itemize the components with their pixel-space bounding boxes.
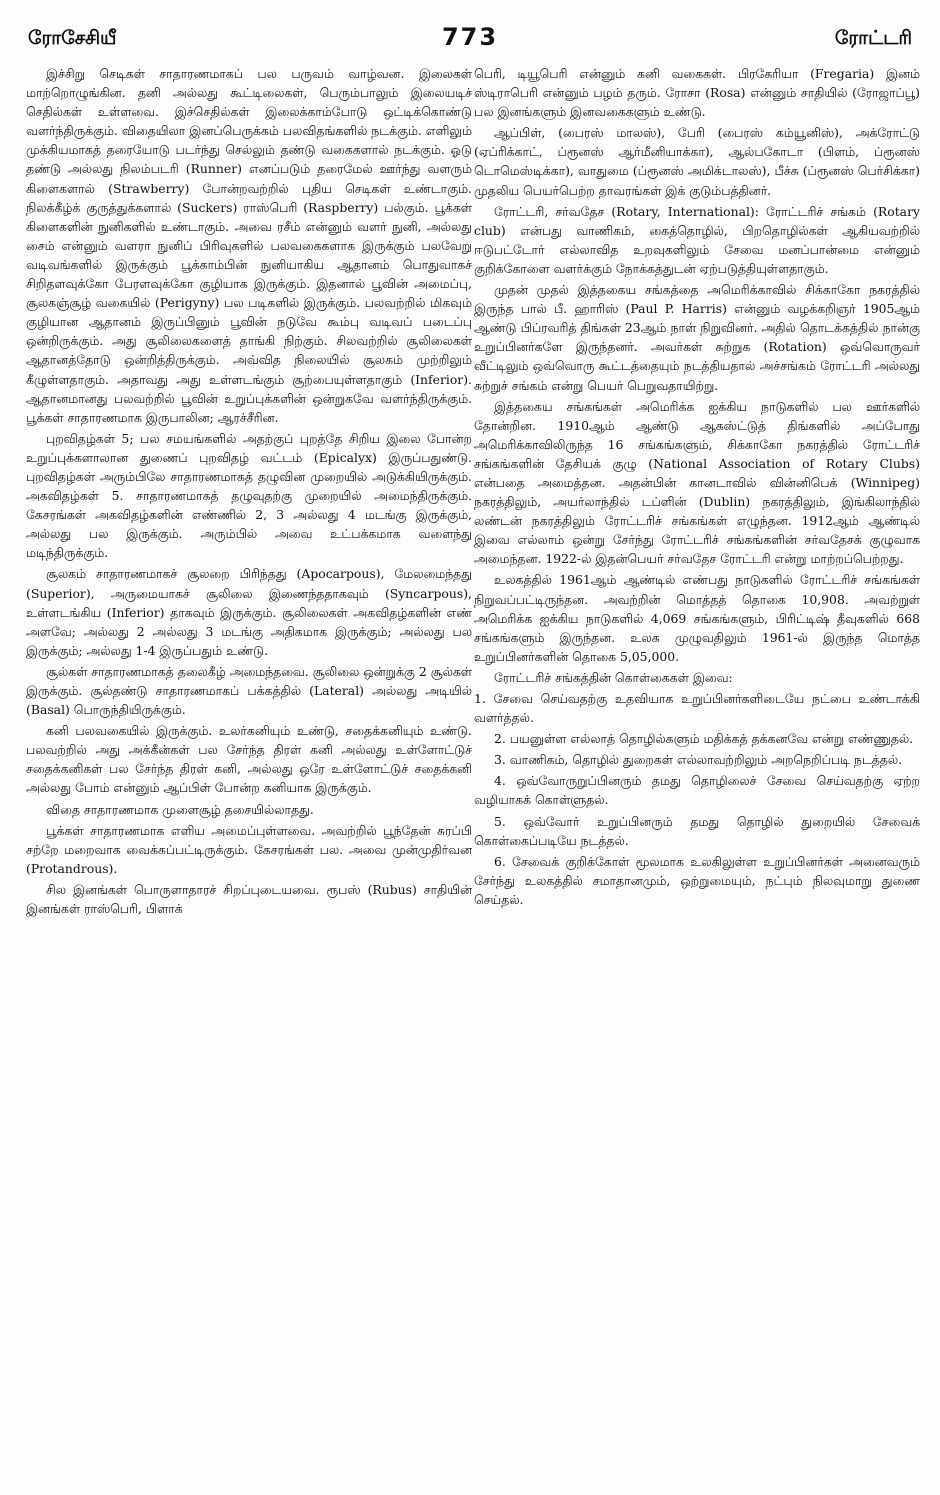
paragraph: ரோட்டரிச் சங்கத்தின் கொள்கைகள் இவை: bbox=[494, 669, 733, 685]
paragraph: சூலகம் சாதாரணமாகச் சூலறை பிரிந்தது (Apocarpous), மேலமைந்தது (Superior), அருமையாகச் சூலிலை இணைந்ததாகவும் (Syncarpous), உள்ளடங்கிய (Inferior) தாகவும் இருக்கும். சூலிலைகள் அகவிதழ்களின் எண் அளவே; அல்லது 2 அல்லது 3 மடங்கு அதிகமாக இருக்கும்; அல்லது பல இருக்கும்; அல்லது 1-4 இருப்பதும் உண்டு. bbox=[26, 566, 472, 658]
running-head-left: ரோசேசியீ bbox=[28, 27, 117, 49]
list-item: 2. பயனுள்ள எல்லாத் தொழில்களும் மதிக்கத் தக்கனவே என்று எண்ணுதல். bbox=[494, 731, 914, 747]
paragraph: முதன் முதல் இத்தகைய சங்கத்தை அமெரிக்காவில் சிக்காகோ நகரத்தில் இருந்த பால் பீ. ஹாரிஸ் (Paul P. Harris) என்னும் வழக்கறிஞர் 1905ஆம் ஆண்டு பிப்ரவரித் திங்கள் 23ஆம் நாள் நிறுவினர். அதில் தொடக்கத்தில் நான்கு உறுப்பினர்களே இருந்தனர். அவர்கள் சுற்றுக (Rotation) ஒவ்வொருவர் வீட்டிலும் ஒவ்வொரு கூட்டத்தையும் நடத்தியதால் அச்சங்கம் ரோட்டரி அல்லது சுற்றுச் சங்கம் என்று பெயர் பெறுவதாயிற்று. bbox=[474, 282, 920, 393]
entry-paragraph: ரோட்டரி, சர்வதேச (Rotary, International): ரோட்டரிச் சங்கம் (Rotary club) என்பது வாணிகம், கைத்தொழில், பிறதொழில்கள் ஆகியவற்றில் ஈடுபட்டோர் எல்லாவித உறவுகளிலும் சேவை மனப்பான்மை என்னும் குறிக்கோளை வளர்க்கும் நோக்கத்துடன் ஏற்படுத்தியுள்ளதாகும். bbox=[474, 203, 920, 276]
paragraph: கனி பலவகையில் இருக்கும். உலர்கனியும் உண்டு, சதைக்கனியும் உண்டு. பலவற்றில் அது அக்கீன்கள் பல சேர்ந்த திரள் கனி அல்லது உள்ளோட்டுச் சதைக்கனிகள் பல சேர்ந்த திரள் கனி, அல்லது ஒரே உள்ளோட்டுச் சதைக்கனி அல்லது போம் என்னும் ஆப்பிள் போன்ற கனியாக இருக்கும். bbox=[26, 723, 472, 796]
paragraph: இத்தகைய சங்கங்கள் அமெரிக்க ஐக்கிய நாடுகளில் பல ஊர்களில் தோன்றின. 1910ஆம் ஆண்டு ஆகஸ்ட்டுத் திங்களில் அப்போது அமெரிக்காவிலிருந்த 16 சங்கங்களும், சிக்காகோ நகரத்தில் ரோட்டரிச் சங்கங்களின் தேசியக் குழு (National Association of Rotary Clubs) என்பதை அமைத்தன. அதன்பின் கானடாவில் வின்னிபெக் (Winnipeg) நகரத்திலும், அயர்லாந்தில் டப்ளின் (Dublin) நகரத்திலும், இங்கிலாந்தில் லண்டன் நகரத்திலும் ரோட்டரிச் சங்கங்கள் எழுந்தன. 1912ஆம் ஆண்டில் இவை எல்லாம் ஒன்று சேர்ந்து ரோட்டரிச் சங்கங்களின் சர்வதேசக் குழுவாக அமைந்தன. 1922-ல் இதன்பெயர் சர்வதேச ரோட்டரி என்று மாற்றப்பெற்றது. bbox=[474, 398, 920, 567]
paragraph: சூல்கள் சாதாரணமாகத் தலைகீழ் அமைந்தவை. சூலிலை ஒன்றுக்கு 2 சூல்கள் இருக்கும். சூல்தண்டு சாதாரணமாகப் பக்கத்தில் (Lateral) அல்லது அடியில் (Basal) பொருந்தியிருக்கும். bbox=[26, 663, 472, 718]
right-column bbox=[474, 64, 920, 1470]
paragraph: பெரி, டியூபெரி என்னும் கனி வகைகள். பிரகேரியா (Fregaria) இனம் ஸ்டிராபெரி என்னும் பழம் தரும். ரோசா (Rosa) என்னும் சாதியில் (ரோஜாப்பூ) பல இனங்களும் இனவகைகளும் உண்டு. bbox=[474, 66, 920, 120]
page-number: 773 bbox=[441, 23, 499, 51]
left-column bbox=[26, 64, 472, 1470]
running-head-right: ரோட்டரி bbox=[834, 27, 912, 49]
paragraph: சில இனங்கள் பொருளாதாரச் சிறப்புடையவை. ரூபஸ் (Rubus) சாதியின் இனங்கள் ராஸ்பெரி, பிளாக் bbox=[26, 881, 472, 917]
paragraph: ஆப்பிள், (பைரஸ் மாலஸ்), பேரி (பைரஸ் கம்யூனிஸ்), அக்ரோட்டு (ஏப்ரிக்காட், ப்ரூனஸ் ஆர்மீனியாக்கா), ஆல்பகோடா (பிளம், ப்ரூனஸ் டொமெஸ்டிக்கா), வாதுமை (ப்ரூனஸ் அமிக்டாலஸ்), பீச்சு (ப்ரூனஸ் பெர்சிக்கா) முதலிய பெயர்பெற்ற தாவரங்கள் இக் குடும்பத்தினர். bbox=[474, 125, 920, 198]
list-item: 1. சேவை செய்வதற்கு உதவியாக உறுப்பினர்களிடையே நட்பை உண்டாக்கி வளர்த்தல். bbox=[474, 691, 920, 726]
paragraph: உலகத்தில் 1961ஆம் ஆண்டில் எண்பது நாடுகளில் ரோட்டரிச் சங்கங்கள் நிறுவப்பட்டிருந்தன. அவற்றின் மொத்தத் தொகை 10,908. அவற்றுள் அமெரிக்க ஐக்கிய நாடுகளில் 4,069 சங்கங்களும், பிரிட்டிஷ் தீவுகளில் 668 சங்கங்களும் இருந்தன. உலக முழுவதிலும் 1961-ல் இருந்த மொத்த உறுப்பினர்களின் தொகை 5,05,000. bbox=[474, 572, 920, 664]
paragraph: புறவிதழ்கள் 5; பல சமயங்களில் அதற்குப் புறத்தே சிறிய இலை போன்ற உறுப்புக்களாலான துணைப் புறவிதழ் வட்டம் (Epicalyx) இருப்பதுண்டு. புறவிதழ்கள் அரும்பிலே சாதாரணமாகத் தழுவின முறையில் அடுக்கியிருக்கும். அகவிதழ்கள் 5. சாதாரணமாகத் தழுவுதற்கு முறையில் அமைந்திருக்கும். கேசரங்கள் அகவிதழ்களின் எண்ணில் 2, 3 அல்லது 4 மடங்கு இருக்கும், அல்லது பல இருக்கும். அரும்பில் அவை உட்பக்கமாக வளைந்து மடிந்திருக்கும். bbox=[26, 430, 472, 561]
paragraph: பூக்கள் சாதாரணமாக எளிய அமைப்புள்ளவை. அவற்றில் பூந்தேன் சுரப்பி சற்றே மறைவாக வைக்கப்பட்டிருக்கும். கேசரங்கள் பல. அவை முன்முதிர்வன (Protandrous). bbox=[26, 822, 472, 876]
paragraph: இச்சிறு செடிகள் சாதாரணமாகப் பல பருவம் வாழ்வன. இலைகள் மாற்றொழுங்கின. தனி அல்லது கூட்டிலைகள், பெரும்பாலும் இலையடிச் செதில்கள் உள்ளவை. இச்செதில்கள் இலைக்காம்போடு ஒட்டிக்கொண்டு வளர்ந்திருக்கும். விதையிலா இனப்பெருக்கம் பலவிதங்களில் நடக்கும். எளிலும் முக்கியமாகத் தரையோடு படர்ந்து செல்லும் தண்டு வகைகளால் நடக்கும். ஓடு தண்டு அல்லது நிலம்படரி (Runner) எனப்படும் தரைமேல் ஊர்ந்து வளரும் கிளைகளால் (Strawberry) போன்றவற்றில் புதிய செடிகள் உண்டாகும். நிலக்கீழ்க் குருத்துக்களால் (Suckers) ராஸ்பெரி (Raspberry) பல்கும். பூக்கள் கிளைகளின் நுனிகளில் உண்டாகும். அவை ரசீம் என்னும் வளர் நுனி, அல்லது சைம் என்னும் வளரா நுனிப் பிரிவுகளில் பலவகைகளாக இருக்கும் பலவேறு வடிவங்களில் இருக்கும் பூக்காம்பின் நுனியாகிய ஆதானம் பொதுவாகச் சிறிதளவுக்கோ பேரளவுக்கோ குழியாக இருக்கும். இதனால் பூவின் அமைப்பு, சூலகஞ்சூழ் வகையில் (Perigyny) பல படிகளில் இருக்கும். பலவற்றில் மிகவும் குழியான ஆதானம் இருப்பினும் பூவின் நடுவே கூம்பு வடிவப் படைப்பு ஒன்றிருக்கும். அது சூலிலைகளைத் தாங்கி நிற்கும். சிலவற்றில் சூலிலைகள் ஆதானத்தோடு ஒன்றித்திருக்கும். அவ்வித நிலையில் சூலகம் முற்றிலும் கீழுள்ளதாகும். அதாவது அது உள்ளடங்கும் சூற்பையுள்ளதாகும் (Inferior). ஆதானமானது பலவற்றில் பூவின் உறுப்புக்களின் ஒன்றுகவே வளர்ந்திருக்கும். பூக்கள் சாதாரணமாக இருபாலின; ஆரச்சீரின. bbox=[26, 66, 472, 425]
paragraph: விதை சாதாரணமாக முளைசூழ் தசையில்லாதது. bbox=[46, 801, 314, 817]
list-item: 4. ஒவ்வோருறுப்பினரும் தமது தொழிலைச் சேவை செய்வதற்கு ஏற்ற வழியாகக் கொள்ளுதல். bbox=[474, 773, 920, 808]
list-item: 5. ஒவ்வோர் உறுப்பினரும் தமது தொழில் துறையில் சேவைக் கொள்கைப்படியே நடத்தல். bbox=[474, 813, 920, 848]
list-item: 6. சேவைக் குறிக்கோள் மூலமாக உலகிலுள்ள உறுப்பினர்கள் அனைவரும் சேர்ந்து உலகத்தில் சமாதானமும், ஒற்றுமையும், நட்பும் நிலவுமாறு துணை செய்தல். bbox=[474, 853, 920, 907]
list-item: 3. வாணிகம், தொழில் துறைகள் எல்லாவற்றிலும் அறநெறிப்படி நடத்தல். bbox=[494, 752, 903, 768]
